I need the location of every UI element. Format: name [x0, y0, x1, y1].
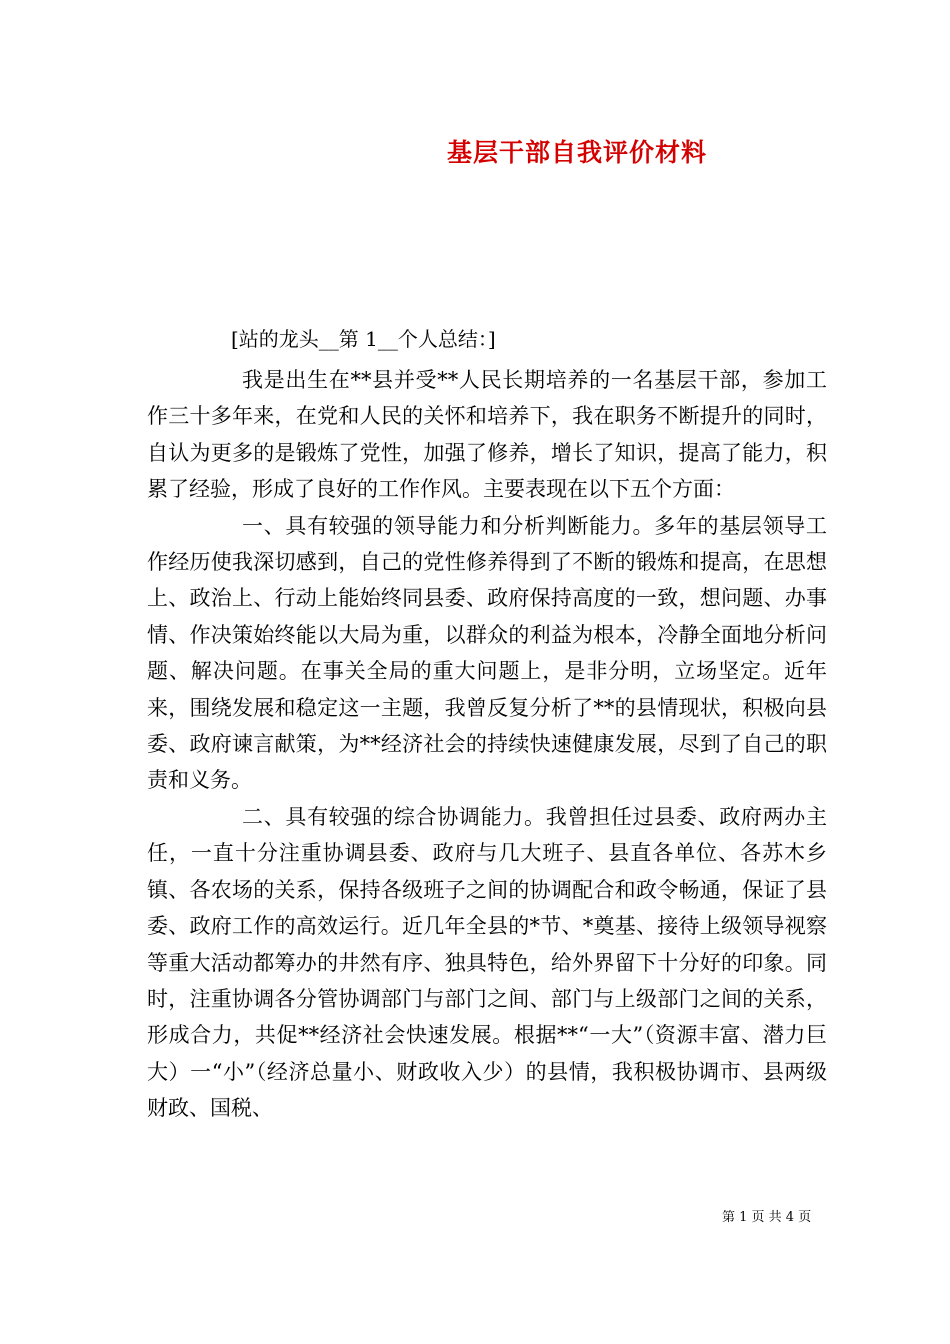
paragraph-coordination: 二、具有较强的综合协调能力。我曾担任过县委、政府两办主任，一直十分注重协调县委、政府与几大班子、县直各单位、各苏木乡镇、各农场的关系，保持各级班子之间的协调配合和政令畅通，保证了县委、政府工作的高效运行。近几年全县的*节、*奠基、接待上级领导视察等重大活动都筹办的井然有序、独具特色，给外界留下十分好的印象。同时，注重协调各分管协调部门与部门之间、部门与上级部门之间的关系，形成合力，共促**经济社会快速发展。根据**“一大”（资源丰富、潜力巨大）一“小”（经济总量小、财政收入少）的县情，我积极协调市、县两级财政、国税、	[147, 804, 827, 1121]
document-body	[147, 362, 827, 1127]
paragraph-intro: 我是出生在**县并受**人民长期培养的一名基层干部，参加工作三十多年来，在党和人民的关怀和培养下，我在职务不断提升的同时，自认为更多的是锻炼了党性，加强了修养，增长了知识，提高了能力，积累了经验，形成了良好的工作作风。主要表现在以下五个方面：	[147, 368, 827, 502]
summary-header-note: [站的龙头__第 1__个人总结：]	[231, 327, 496, 351]
page-number-footer: 第 1 页 共 4 页	[722, 1210, 812, 1225]
paragraph-leadership: 一、具有较强的领导能力和分析判断能力。多年的基层领导工作经历使我深切感到，自己的党性修养得到了不断的锻炼和提高，在思想上、政治上、行动上能始终同县委、政府保持高度的一致，想问题、办事情、作决策始终能以大局为重，以群众的利益为根本，冷静全面地分析问题、解决问题。在事关全局的重大问题上，是非分明，立场坚定。近年来，围绕发展和稳定这一主题，我曾反复分析了**的县情现状，积极向县委、政府谏言献策，为**经济社会的持续快速健康发展，尽到了自己的职责和义务。	[147, 513, 827, 793]
document-title: 基层干部自我评价材料	[447, 138, 708, 167]
